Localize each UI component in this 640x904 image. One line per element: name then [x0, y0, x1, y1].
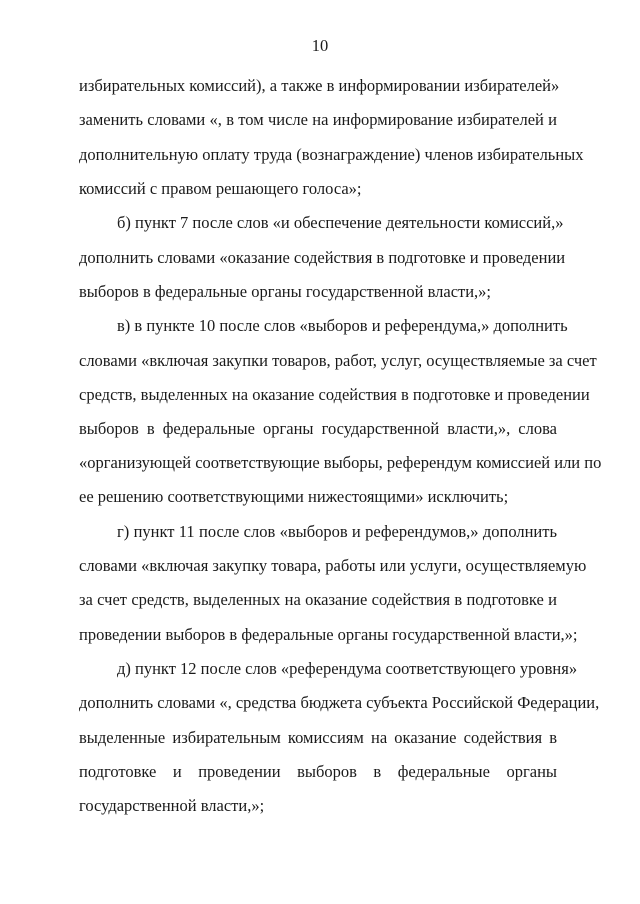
text-line: избирательных комиссий), а также в информировании избирателей» [79, 76, 560, 95]
text-line: дополнить словами «оказание содействия в подготовке и проведении [79, 248, 566, 267]
text-line: дополнить словами «, средства бюджета субъекта Российской Федерации, [79, 693, 600, 712]
text-line: выборов в федеральные органы государственной власти,», слова [79, 419, 557, 438]
text-line: заменить словами «, в том числе на информирование избирателей и [79, 110, 557, 129]
page-number: 10 [311, 36, 329, 55]
paragraph-b-start: б) пункт 7 после слов «и обеспечение деятельности комиссий,» [117, 213, 564, 232]
text-line: выборов в федеральные органы государственной власти,»; [79, 282, 492, 301]
text-line: проведении выборов в федеральные органы государственной власти,»; [79, 625, 578, 644]
paragraph-g-start: г) пункт 11 после слов «выборов и референдумов,» дополнить [117, 522, 557, 541]
text-line: комиссий с правом решающего голоса»; [79, 179, 362, 198]
text-line: дополнительную оплату труда (вознаграждение) членов избирательных [79, 145, 584, 164]
text-line: подготовке и проведении выборов в федеральные органы [79, 762, 557, 781]
text-line: «организующей соответствующие выборы, референдум комиссией или по [79, 453, 602, 472]
text-line: за счет средств, выделенных на оказание содействия в подготовке и [79, 590, 557, 609]
text-line: государственной власти,»; [79, 796, 265, 815]
text-line: ее решению соответствующими нижестоящими» исключить; [79, 487, 509, 506]
text-line: выделенные избирательным комиссиям на оказание содействия в [79, 728, 557, 747]
paragraph-d-start: д) пункт 12 после слов «референдума соответствующего уровня» [117, 659, 578, 678]
text-line: средств, выделенных на оказание содействия в подготовке и проведении [79, 385, 590, 404]
paragraph-v-start: в) в пункте 10 после слов «выборов и референдума,» дополнить [117, 316, 568, 335]
text-line: словами «включая закупки товаров, работ, услуг, осуществляемые за счет [79, 351, 597, 370]
text-line: словами «включая закупку товара, работы или услуги, осуществляемую [79, 556, 587, 575]
